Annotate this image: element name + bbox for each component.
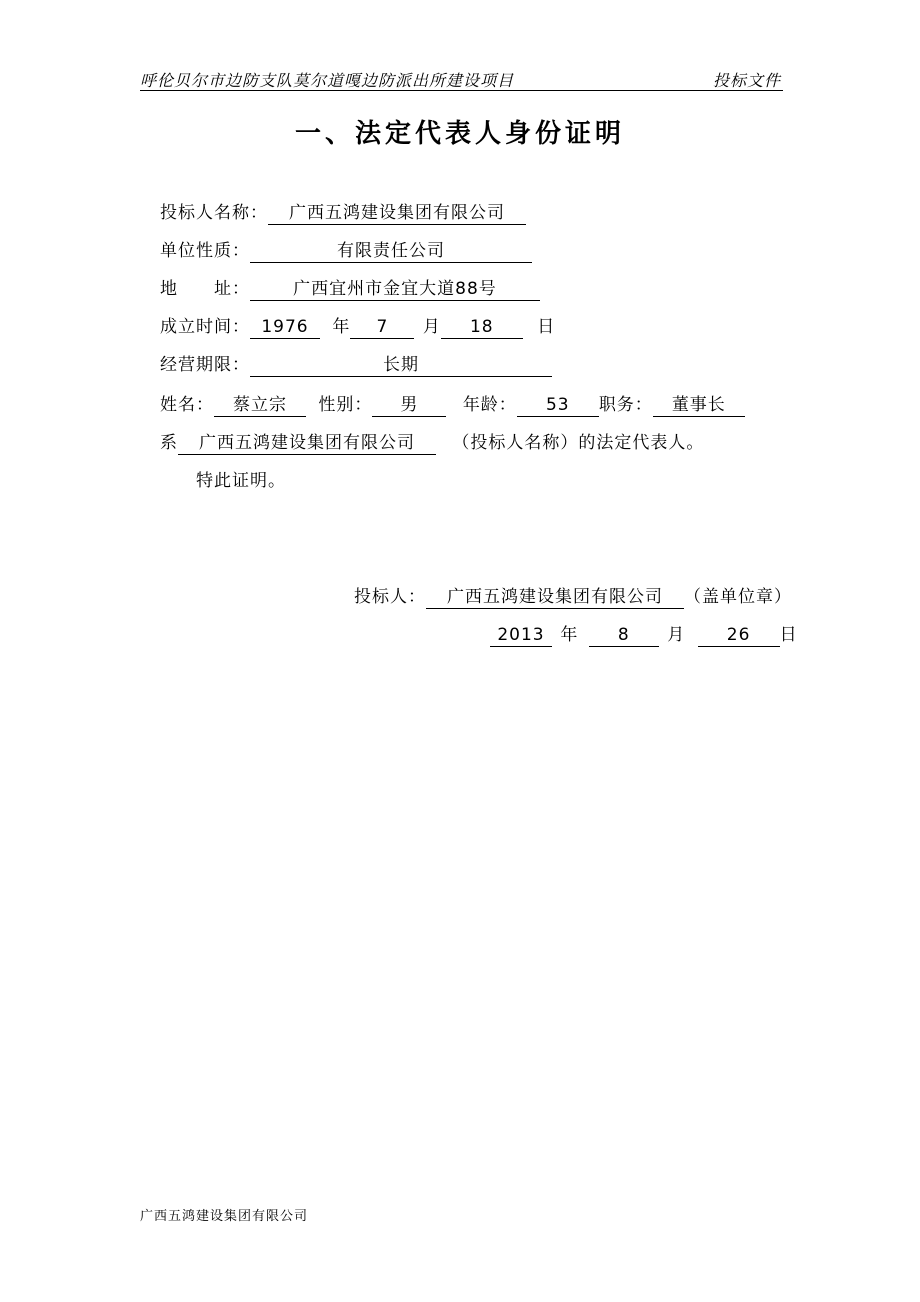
position-value: 董事长 <box>653 394 745 417</box>
founded-day: 18 <box>441 316 523 339</box>
page-header <box>140 66 783 91</box>
founded-year: 1976 <box>250 316 320 339</box>
representative-row <box>160 392 745 418</box>
address-row <box>160 276 540 302</box>
page-footer: 广西五鸿建设集团有限公司 <box>140 1209 309 1224</box>
certify-row <box>196 468 286 494</box>
founded-date-row <box>160 314 555 340</box>
signature-month-unit: 月 <box>667 625 686 645</box>
signature-row <box>354 584 792 610</box>
name-value: 蔡立宗 <box>214 394 306 417</box>
signature-month: 8 <box>589 624 659 647</box>
signature-day-unit: 日 <box>779 625 798 645</box>
signature-year: 2013 <box>490 624 552 647</box>
header-project: 呼伦贝尔市边防支队莫尔道嘎边防派出所建设项目 <box>140 71 515 90</box>
signature-year-unit: 年 <box>560 625 579 645</box>
signature-date-row <box>490 622 798 648</box>
age-value: 53 <box>517 394 599 417</box>
bidder-name-value: 广西五鸿建设集团有限公司 <box>268 202 526 225</box>
name-label: 姓名： <box>160 395 214 415</box>
header-doc-type: 投标文件 <box>712 71 781 90</box>
founded-year-unit: 年 <box>332 317 351 337</box>
business-term-label: 经营期限： <box>160 355 250 375</box>
address-label-char1: 地 <box>160 279 178 299</box>
page-title: 一、法定代表人身份证明 <box>294 119 625 149</box>
statement-prefix: 系 <box>160 433 178 453</box>
signature-bidder-value: 广西五鸿建设集团有限公司 <box>426 586 684 609</box>
address-value: 广西宜州市金宜大道88号 <box>250 278 540 301</box>
founded-label: 成立时间： <box>160 317 250 337</box>
founded-day-unit: 日 <box>537 317 556 337</box>
founded-month-unit: 月 <box>422 317 441 337</box>
unit-nature-row <box>160 238 532 264</box>
bidder-name-row <box>160 200 526 226</box>
business-term-row <box>160 352 552 378</box>
unit-nature-value: 有限责任公司 <box>250 240 532 263</box>
founded-month: 7 <box>350 316 414 339</box>
statement-row <box>160 430 704 456</box>
statement-company: 广西五鸿建设集团有限公司 <box>178 432 436 455</box>
business-term-value: 长期 <box>250 354 552 377</box>
bidder-name-label: 投标人名称： <box>160 203 268 223</box>
unit-nature-label: 单位性质： <box>160 241 250 261</box>
gender-value: 男 <box>372 394 446 417</box>
signature-day: 26 <box>698 624 780 647</box>
seal-note: （盖单位章） <box>684 587 792 607</box>
signature-bidder-label: 投标人： <box>354 587 426 607</box>
address-label-char2: 址： <box>214 279 250 299</box>
certify-text: 特此证明。 <box>196 471 286 491</box>
gender-label: 性别： <box>318 395 373 415</box>
statement-suffix: （投标人名称）的法定代表人。 <box>452 433 705 453</box>
position-label: 职务： <box>598 395 653 415</box>
age-label: 年龄： <box>462 395 517 415</box>
